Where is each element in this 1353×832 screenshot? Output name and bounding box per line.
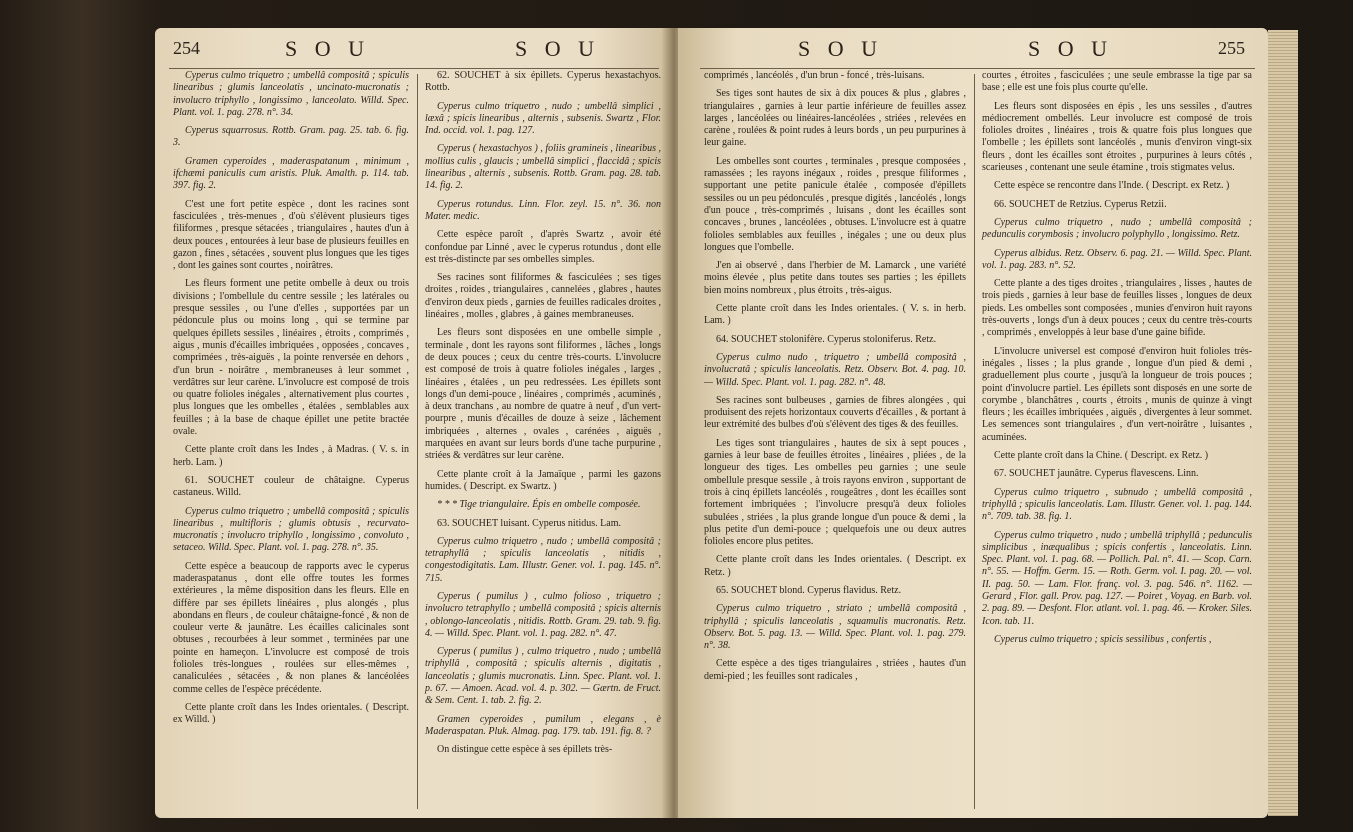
- text-column: [425, 70, 661, 763]
- paragraph: On distingue cette espèce à ses épillets très-: [437, 744, 613, 756]
- paragraph: comprimés , lancéolés , d'un brun - foncé , très-luisans.: [704, 70, 925, 81]
- paragraph: Les tiges sont triangulaires , hautes de six à sept pouces , garnies à leur base de feuilles étroites , linéaires , pliées , de la longueur des tiges. Les ombelles peu garnies ; une seule ombellule presque sessile , à trois rayons environ , supportant de trois à cinq épillets lancéolés , rougeâtres , dont les écailles sont fortement imbriquées ; l'involucre presqu'à deux folioles subulées , striées , la plus grande longue d'un pouce & demi , la plus petite d'un demi-pouce ; quelquefois une ou deux autres folioles encore plus petites.: [704, 437, 966, 548]
- paragraph: courtes , étroites , fasciculées ; une seule embrasse la tige par sa base ; elle est une fois plus courte qu'elle.: [982, 70, 1252, 94]
- paragraph: Cyperus culmo triquetro ; umbellâ compositâ ; spiculis linearibus ; glumis lanceolatis , uncinato-mucronatis ; involucro triphyllo , longissimo , lanceolato. Willd. Spec. Plant. vol. 1. pag. 278. n°. 34.: [173, 70, 409, 118]
- paragraph: Gramen cyperoides , maderaspatanum , minimum , ifchæmi paniculis cum aristis. Pluk. Amalth. p. 114. tab. 397. fig. 2.: [173, 155, 409, 192]
- header-rule: [700, 68, 1255, 69]
- paragraph: Les fleurs sont disposées en une ombelle simple , terminale , dont les rayons sont filiformes , lâches , longs de deux pouces ; ceux du centre très-courts. L'involucre est composé de trois à quatre folioles inégales , larges , linéaires , étalées , un peu redressées. Les épillets sont longs d'un demi-pouce , linéaires , comprimés , acuminés , à deux tranchans , au nombre de quatre à neuf , d'un vert-pourpre , munis d'écailles de douze à seize , lâchement imbriquées , alternes , ovales , carénées , aiguës , marquées en avant sur leurs bords d'une tache purpurine , striées & verdâtres sur leur carène.: [425, 327, 661, 462]
- paragraph: Les ombelles sont courtes , terminales , presque composées , ramassées ; les rayons inégaux , roides , presque filiformes , supportant une petite panicule étalée , composée d'épillets sessiles ou un peu pédonculés , presque digités , lancéolés , longs d'un pouce , très-comprimés , luisans , dont les écailles sont concaves , brunes , lancéolées , obtuses. L'involucre est à quatre folioles semblables aux feuilles , inégales ; une ou deux plus longues que l'ombelle.: [704, 155, 966, 253]
- text-column: [173, 70, 409, 733]
- paragraph: Cette plante croît à la Jamaïque , parmi les gazons humides. ( Descript. ex Swartz. ): [425, 468, 661, 492]
- paragraph: Cyperus culmo triquetro ; umbellâ compositâ ; spiculis linearibus , multifloris ; glumis obtusis , recurvato-mucronatis ; involucro triphyllo , longissimo , convoluto , setaceo. Willd. Spec. Plant. vol. 1. pag. 278. n°. 35.: [173, 505, 409, 554]
- paragraph: Cyperus culmo nudo , triquetro ; umbellâ compositâ , involucratâ ; spiculis lanceolatis. Retz. Observ. Bot. 4. pag. 10. — Willd. Spec. Plant. vol. 1. pag. 282. n°. 48.: [704, 351, 966, 388]
- paragraph: 61. SOUCHET couleur de châtaigne. Cyperus castaneus. Willd.: [173, 474, 409, 499]
- paragraph: Ses tiges sont hautes de six à dix pouces & plus , glabres , triangulaires , garnies à leur partie inférieure de feuilles assez larges , lancéolées ou linéaires-lancéolées , striées , relevées en carène , roulées & point rudes à leurs bords , un peu purpurines à leur gaine.: [704, 88, 966, 149]
- running-header: S O U: [798, 36, 884, 61]
- paragraph: Cyperus culmo triquetro , nudo ; umbellâ triphyllâ ; pedunculis simplicibus , inæqualibus ; spicis confertis , lanceolatis. Linn. Spec. Plant. vol. 1. pag. 68. — Pollich. Pal. n°. 41. — Scop. Carn. n°. 55. — Hoffm. Germ. 15. — Roth. Germ. vol. I. pag. 20. — vol. II. pag. 50. — Lam. Flor. franç. vol. 3. pag. 546. n°. 1162. — Gerard , Flor. gall. Prov. pag. 127. — Poiret , Voyag. en Barb. vol. 2. pag. 89. — Desfont. Flor. atlant. vol. 1. pag. 46. — Kroker. Siles. Icon. tab. 11.: [982, 529, 1252, 627]
- running-header: S O U: [285, 36, 371, 61]
- right-page: [678, 28, 1268, 818]
- paragraph: Cyperus culmo triquetro ; spicis sessilibus , confertis ,: [994, 633, 1212, 645]
- text-column: [982, 70, 1252, 652]
- paragraph: Cette espèce a des tiges triangulaires , striées , hautes d'un demi-pied ; les feuilles sont radicales ,: [704, 658, 966, 682]
- paragraph: Ses racines sont bulbeuses , garnies de fibres alongées , qui produisent des rejets horizontaux couverts d'écailles , & portant à leur extrémité des bulbes d'où s'élèvent des tiges & des feuilles.: [704, 394, 966, 431]
- paragraph: Cyperus culmo triquetro , nudo ; umbellâ simplici , læxâ ; spicis linearibus , alternis , subsenis. Swartz , Flor. Ind. occid. vol. 1. pag. 127.: [425, 100, 661, 137]
- paragraph: J'en ai observé , dans l'herbier de M. Lamarck , une variété moins élevée , plus petite dans toutes ses parties ; les épillets bien moins nombreux , plus étroits , très-aigus.: [704, 260, 966, 296]
- paragraph: * * * Tige triangulaire. Épis en ombelle composée.: [437, 499, 641, 511]
- paragraph: Cette espèce a beaucoup de rapports avec le cyperus maderaspatanus , dont elle offre toutes les formes extérieures , la même disposition dans les fleurs. Elle en diffère par ses épillets linéaires , plus alongés , plus abondans en fleurs , de couleur châtaigne-foncé , & non de couleur verte & jaunâtre. Les écailles calicinales sont obtuses , recourbées à leur sommet , terminées par une pointe en hameçon. L'involucre est composé de trois folioles très-longues , roulées sur elles-mêmes , canaliculées , sétacées , & non planes & lancéolées comme celles de l'espèce précédente.: [173, 560, 409, 695]
- left-page: [155, 28, 670, 818]
- paragraph: Gramen cyperoides , pumilum , elegans , è Maderaspatan. Pluk. Almag. pag. 179. tab. 191. fig. 8. ?: [425, 713, 661, 737]
- paragraph: 63. SOUCHET luisant. Cyperus nitidus. Lam.: [437, 517, 621, 529]
- paragraph: Cette plante a des tiges droites , triangulaires , lisses , hautes de trois pieds , garnies à leur base de feuilles lisses , longues de deux pieds. Les ombelles sont composées , munies d'environ huit rayons très-ouverts , longs d'un à deux pouces ; ceux du centre très-courts , comprimés , enveloppés à leur base d'une gaine bifide.: [982, 278, 1252, 339]
- paragraph: 67. SOUCHET jaunâtre. Cyperus flavescens. Linn.: [994, 468, 1199, 480]
- paragraph: C'est une fort petite espèce , dont les racines sont fasciculées , très-menues , d'où s'élèvent plusieurs tiges filiformes , presque sétacées , triangulaires , hautes d'un à deux pouces , entourées à leur base de plusieurs feuilles en gazon , fines , sétacées , souvent plus longues que les tiges , dont les gaines sont courtes , noirâtres.: [173, 198, 409, 272]
- paragraph: Cyperus rotundus. Linn. Flor. zeyl. 15. n°. 36. non Mater. medic.: [425, 198, 661, 222]
- running-header: S O U: [1028, 36, 1114, 61]
- paragraph: Cyperus culmo triquetro , striato ; umbellâ compositâ , triphyllâ ; spiculis lanceolatis , squamulis mucronatis. Retz. Observ. Bot. 5. pag. 13. — Willd. Spec. Plant. vol. 1. pag. 279. n°. 38.: [704, 603, 966, 652]
- running-header: S O U: [515, 36, 601, 61]
- paragraph: Cyperus culmo triquetro , subnudo ; umbellâ compositâ , triphyllâ ; spiculis lanceolatis. Lam. Illustr. Gener. vol. 1. pag. 144. n°. 709. tab. 38. fig. 1.: [982, 486, 1252, 523]
- column-rule: [974, 74, 975, 809]
- paragraph: 62. SOUCHET à six épillets. Cyperus hexastachyos. Rottb.: [425, 70, 661, 94]
- paragraph: Cyperus culmo triquetro , nudo ; umbellâ compositâ ; pedunculis corymbosis ; involucro polyphyllo , longissimo. Retz.: [982, 216, 1252, 241]
- header-rule: [169, 68, 659, 69]
- paragraph: 64. SOUCHET stolonifère. Cyperus stoloniferus. Retz.: [716, 333, 937, 345]
- text-column: [704, 70, 966, 689]
- page-number: 255: [1218, 38, 1245, 58]
- paragraph: 65. SOUCHET blond. Cyperus flavidus. Retz.: [716, 584, 902, 596]
- paragraph: Cyperus culmo triquetro , nudo ; umbellâ compositâ ; tetraphyllâ ; spiculis lanceolatis , nitidis , congestodigitatis. Lam. Illustr. Gener. vol. 1. pag. 145. n°. 715.: [425, 535, 661, 584]
- paragraph: Ses racines sont filiformes & fasciculées ; ses tiges droites , roides , triangulaires , cannelées , glabres , hautes d'environ deux pieds , garnies de feuilles radicales droites , linéaires , molles , glabres , à gaines membraneuses.: [425, 272, 661, 321]
- paragraph: L'involucre universel est composé d'environ huit folioles très-inégales , lisses ; la plus grande , longue d'un pied & demi , graduellement plus courte , jusqu'à la longueur de trois pouces ; point d'involucre partiel. Les épillets sont disposés en une sorte de corymbe , blanchâtres , courts , étroits , munis de quinze à vingt fleurs ; les écailles imbriquées , aiguës , divergentes à leur sommet. Les semences sont triangulaires , d'un vert-noirâtre , luisantes , acuminées.: [982, 345, 1252, 443]
- paragraph: Cyperus ( hexastachyos ) , foliis gramineis , linearibus , mollius culis , glaucis ; umbellâ simplici , flaccidâ ; spicis linearibus , alternis , subsenis. Rottb. Gram. pag. 28. tab. 14. fig. 2.: [425, 143, 661, 192]
- paragraph: Cette plante croît dans les Indes orientales. ( V. s. in herb. Lam. ): [704, 303, 966, 327]
- paragraph: Cette plante croît dans la Chine. ( Descript. ex Retz. ): [994, 450, 1209, 462]
- paragraph: Les fleurs sont disposées en épis , les uns sessiles , d'autres médiocrement ombellés. Leur involucre est composé de trois folioles droites , linéaires , trois & quatre fois plus longues que l'ombelle ; les épillets sont lancéolés , munis d'environ vingt-six fleurs , dont les écailles sont étroites , purpurines à leurs côtés , scarieuses , contenant une seule étamine , trois stigmates velus.: [982, 100, 1252, 174]
- column-rule: [417, 74, 418, 809]
- paragraph: 66. SOUCHET de Retzius. Cyperus Retzii.: [994, 198, 1167, 210]
- paragraph: Cette espèce se rencontre dans l'Inde. ( Descript. ex Retz. ): [994, 180, 1230, 192]
- paragraph: Cyperus ( pumilus ) , culmo folioso , triquetro ; involucro tetraphyllo ; umbellâ compositâ ; spicis alternis , oblongo-lanceolatis , nitidis. Rottb. Gram. 29. tab. 9. fig. 4. — Willd. Spec. Plant. vol. 1. pag. 282. n°. 47.: [425, 590, 661, 639]
- page-edges: [1268, 30, 1298, 816]
- paragraph: Cette plante croît dans les Indes , à Madras. ( V. s. in herb. Lam. ): [173, 444, 409, 468]
- paragraph: Les fleurs forment une petite ombelle à deux ou trois divisions ; l'ombellule du centre sessile ; les latérales ou presque sessiles , ou l'une d'elles , supportées par un pédoncule plus ou moins long , qui se termine par quelques épillets sessiles , linéaires , étroits , comprimés , aigus , munis d'écailles imbriquées , opposées , concaves , comprimées , très-aiguës , la pointe renversée en dehors , d'un brun - noirâtre , membraneuses à leur sommet , verdâtres sur leur carène. L'involucre est composé de trois ou quatre folioles inégales , alternativement plus courtes , plus longues que les ombelles , étalées , semblables aux feuilles ; à la base de chaque épillet une petite bractée ovale.: [173, 278, 409, 438]
- page-number: 254: [173, 38, 200, 58]
- paragraph: Cette espèce paroît , d'après Swartz , avoir été confondue par Linné , avec le cyperus rotundus , dont elle est très-distincte par ses ombelles simples.: [425, 229, 661, 265]
- paragraph: Cette plante croît dans les Indes orientales. ( Descript. ex Willd. ): [173, 701, 409, 726]
- paragraph: Cyperus ( pumilus ) , culmo triquetro , nudo ; umbellâ triphyllâ , compositâ ; spiculis alternis , digitatis , lanceolatis ; glumis mucronatis. Linn. Spec. Plant. vol. 1. p. 67. — Amoen. Acad. vol. 4. p. 302. — Gærtn. de Fruct. & Sem. Cent. 1. tab. 2. fig. 2.: [425, 646, 661, 707]
- paragraph: Cyperus squarrosus. Rottb. Gram. pag. 25. tab. 6. fig. 3.: [173, 125, 409, 149]
- paragraph: Cyperus albidus. Retz. Observ. 6. pag. 21. — Willd. Spec. Plant. vol. 1. pag. 283. n°. 52.: [982, 247, 1252, 271]
- paragraph: Cette plante croît dans les Indes orientales. ( Descript. ex Retz. ): [704, 554, 966, 578]
